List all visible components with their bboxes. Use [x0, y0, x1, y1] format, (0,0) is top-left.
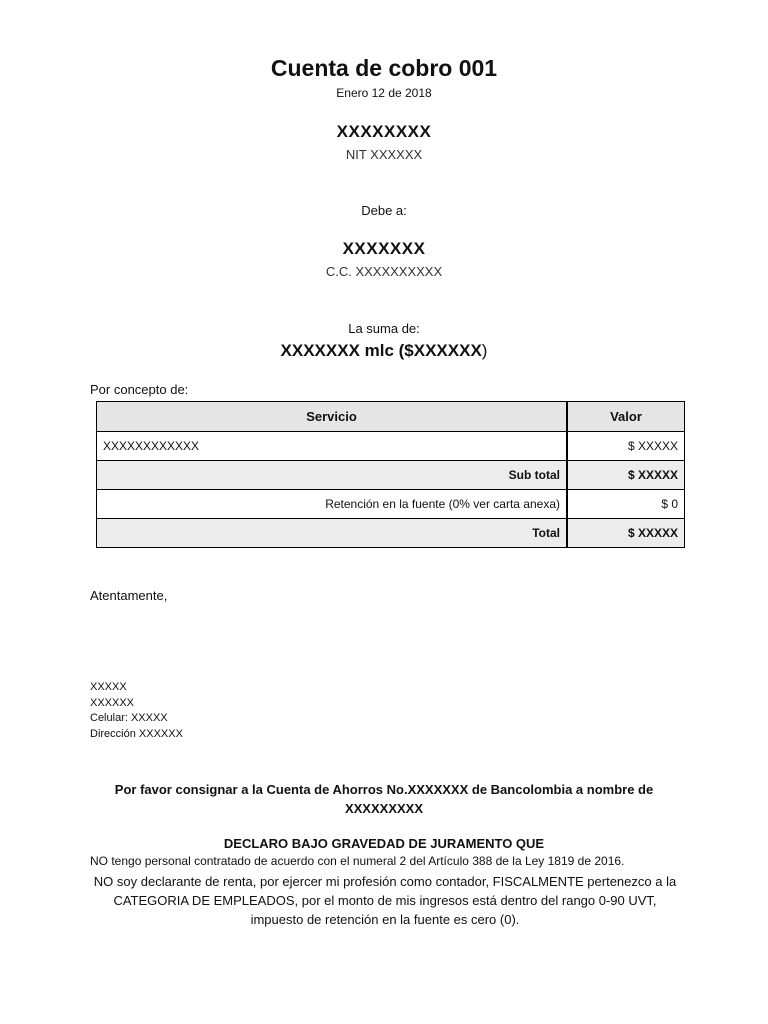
table-row-service	[97, 432, 685, 461]
declaration-title: DECLARO BAJO GRAVEDAD DE JURAMENTO QUE	[223, 836, 545, 851]
service-value: $ XXXXX	[567, 432, 685, 461]
service-description: XXXXXXXXXXXX	[97, 432, 568, 461]
owes-label: Debe a:	[361, 203, 407, 218]
debtor-name: XXXXXXX	[342, 239, 426, 258]
concept-label: Por concepto de:	[90, 382, 189, 397]
signature-block	[90, 680, 183, 742]
header-service: Servicio	[97, 402, 568, 432]
table-row-total	[97, 519, 685, 548]
signature-address: Dirección XXXXXX	[90, 727, 183, 740]
total-value: $ XXXXX	[567, 519, 685, 548]
document-title: Cuenta de cobro 001	[270, 55, 498, 81]
sum-value	[0, 341, 768, 361]
sum-amount: XXXXXXX mlc ($XXXXXX	[280, 341, 482, 360]
retention-label: Retención en la fuente (0% ver carta anexa)	[97, 490, 568, 519]
sum-label: La suma de:	[348, 321, 420, 336]
issuer-nit: NIT XXXXXX	[345, 147, 423, 162]
subtotal-value: $ XXXXX	[567, 461, 685, 490]
bank-note: Por favor consignar a la Cuenta de Ahorros No.XXXXXXX de Bancolombia a nombre de XXXXXXXXX	[114, 782, 654, 816]
table-row-retention	[97, 490, 685, 519]
subtotal-label: Sub total	[97, 461, 568, 490]
declaration-line-1: NO tengo personal contratado de acuerdo con el numeral 2 del Artículo 388 de la Ley 1819 de 2016.	[90, 854, 625, 868]
services-table	[96, 401, 685, 548]
document-date: Enero 12 de 2018	[336, 86, 432, 100]
debtor-id: C.C. XXXXXXXXXX	[325, 264, 443, 279]
table-row-subtotal	[97, 461, 685, 490]
declaration-paragraph: NO soy declarante de renta, por ejercer mi profesión como contador, FISCALMENTE pertenezco a la CATEGORIA DE EMPLEADOS, por el monto de mis ingresos está dentro del rango 0-90 UVT, impuesto de retención en la fuente es cero (0).	[93, 874, 677, 927]
header-value: Valor	[567, 402, 685, 432]
retention-value: $ 0	[567, 490, 685, 519]
signature-phone: Celular: XXXXX	[90, 712, 168, 724]
closing-text: Atentamente,	[90, 588, 168, 603]
signature-line-1: XXXXX	[90, 681, 127, 693]
total-label: Total	[97, 519, 568, 548]
issuer-name: XXXXXXXX	[336, 122, 432, 141]
signature-line-2: XXXXXX	[90, 696, 135, 709]
table-header-row	[97, 402, 685, 432]
sum-closing-paren: )	[481, 341, 488, 360]
